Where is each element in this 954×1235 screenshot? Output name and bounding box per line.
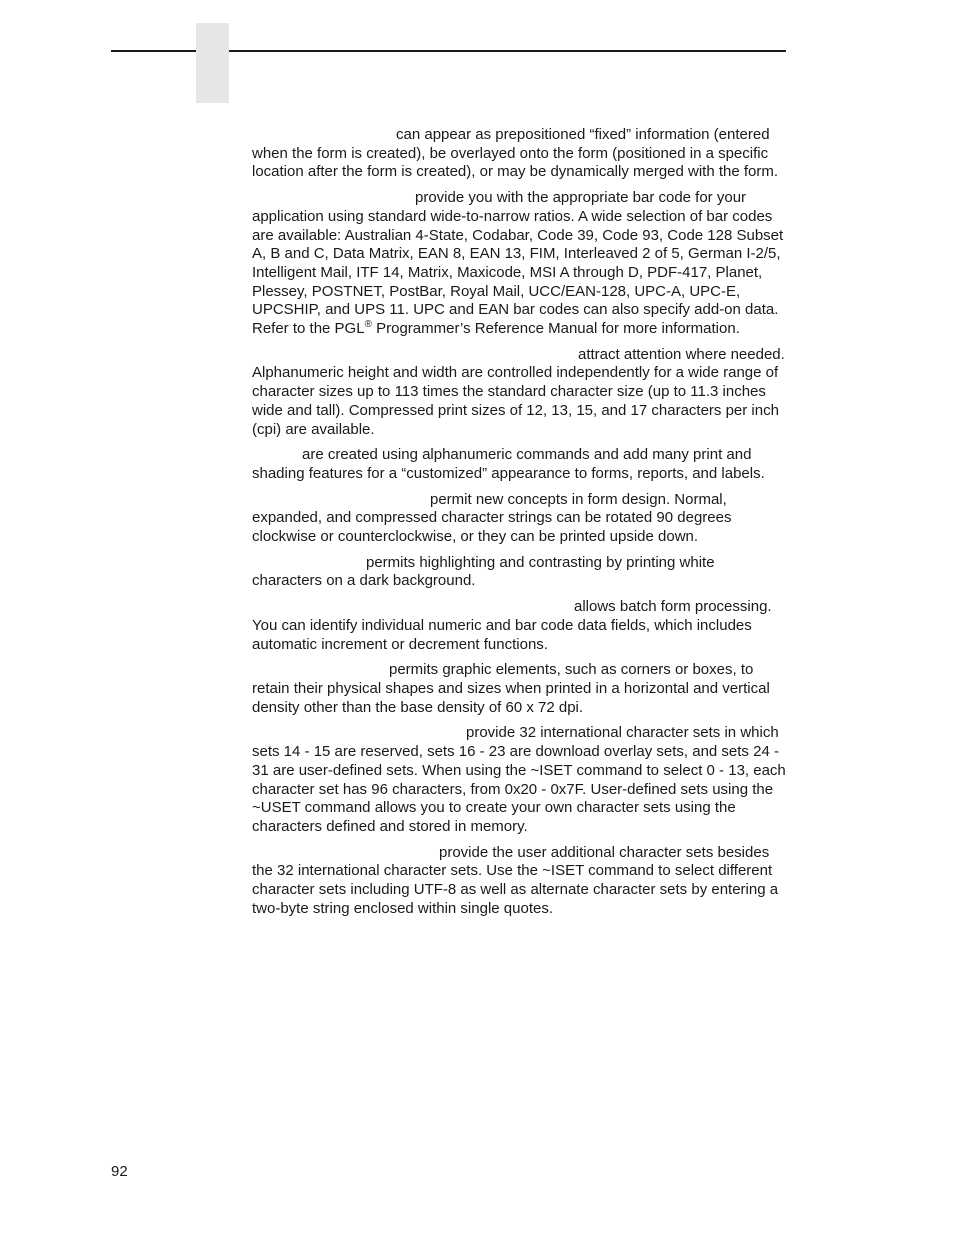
paragraph-scalable-graphics xyxy=(252,661,786,717)
paragraph-expanded-characters xyxy=(252,346,786,440)
paragraph-international-sets xyxy=(252,724,786,836)
paragraph-text: permits highlighting and contrasting by printing white characters on a dark background. xyxy=(252,553,715,590)
registered-mark: ® xyxy=(364,319,372,331)
paragraph-text: allows batch form processing. You can identify individual numeric and bar code data fields, which includes automatic increment or decrement functions. xyxy=(252,598,772,653)
paragraph-logos xyxy=(252,446,786,483)
paragraph-reverse-print xyxy=(252,554,786,591)
paragraph-text: provide you with the appropriate bar code for your application using standard wide-to-narrow ratios. A wide selection of bar codes are available: Australian 4-State, Codabar, Code 39, Code 93, Code 128 Subset A, B and C, Data Matrix, EAN 8, EAN 13, FIM, Interleaved 2 of 5, German I-2/5, Intelligent Mail, ITF 14, Matrix, Maxicode, MSI A through D, PDF-417, Planet, Plessey, POSTNET, PostBar, Royal Mail, UCC/EAN-128, UPC-A, UPC-E, UPCSHIP, and UPS 11. UPC and EAN bar codes can also specify add-on data. Refer to the PGL xyxy=(252,189,784,338)
paragraph-alternate-sets xyxy=(252,844,786,919)
paragraph-incremental-fields xyxy=(252,598,786,654)
paragraph-bar-codes xyxy=(252,189,786,339)
header-tab xyxy=(196,23,229,103)
body-text xyxy=(252,126,786,925)
paragraph-text: provide the user additional character sets besides the 32 international character sets. Use the ~ISET command to select different character sets including UTF-8 as well as alternate character sets by entering a two-byte string enclosed within single quotes. xyxy=(252,843,779,917)
paragraph-text-continued: Programmer’s Reference Manual for more information. xyxy=(371,320,740,338)
paragraph-text: permits graphic elements, such as corners or boxes, to retain their physical shapes and sizes when printed in a horizontal and vertical density other than the base density of 60 x 72 dpi. xyxy=(252,661,770,716)
paragraph-text: provide 32 international character sets in which sets 14 - 15 are reserved, sets 16 - 23 are download overlay sets, and sets 24 - 31 are user-defined sets. When using the ~ISET command to select 0 - 13, each character set has 96 characters, from 0x20 - 0x7F. User-defined sets using the ~USET command allows you to create your own character sets using the characters defined and stored in memory. xyxy=(252,724,786,835)
paragraph-rotated-characters xyxy=(252,491,786,547)
paragraph-text: permit new concepts in form design. Normal, expanded, and compressed character strings can be rotated 90 degrees clockwise or counterclockwise, or they can be printed upside down. xyxy=(252,490,732,546)
paragraph-text: are created using alphanumeric commands and add many print and shading features for a “customized” appearance to forms, reports, and labels. xyxy=(252,446,765,482)
paragraph-text: attract attention where needed. Alphanumeric height and width are controlled independently for a wide range of character sizes up to 113 times the standard character size (up to 11.3 inches wide and tall). Compressed print sizes of 12, 13, 15, and 17 characters per inch (cpi) are available. xyxy=(252,345,785,438)
paragraph-text: can appear as prepositioned “fixed” information (entered when the form is created), be overlayed onto the form (positioned in a specific location after the form is created), or may be dynamically merged with the form. xyxy=(252,126,779,181)
page-number: 92 xyxy=(111,1163,128,1180)
paragraph-overlay-data xyxy=(252,126,786,182)
